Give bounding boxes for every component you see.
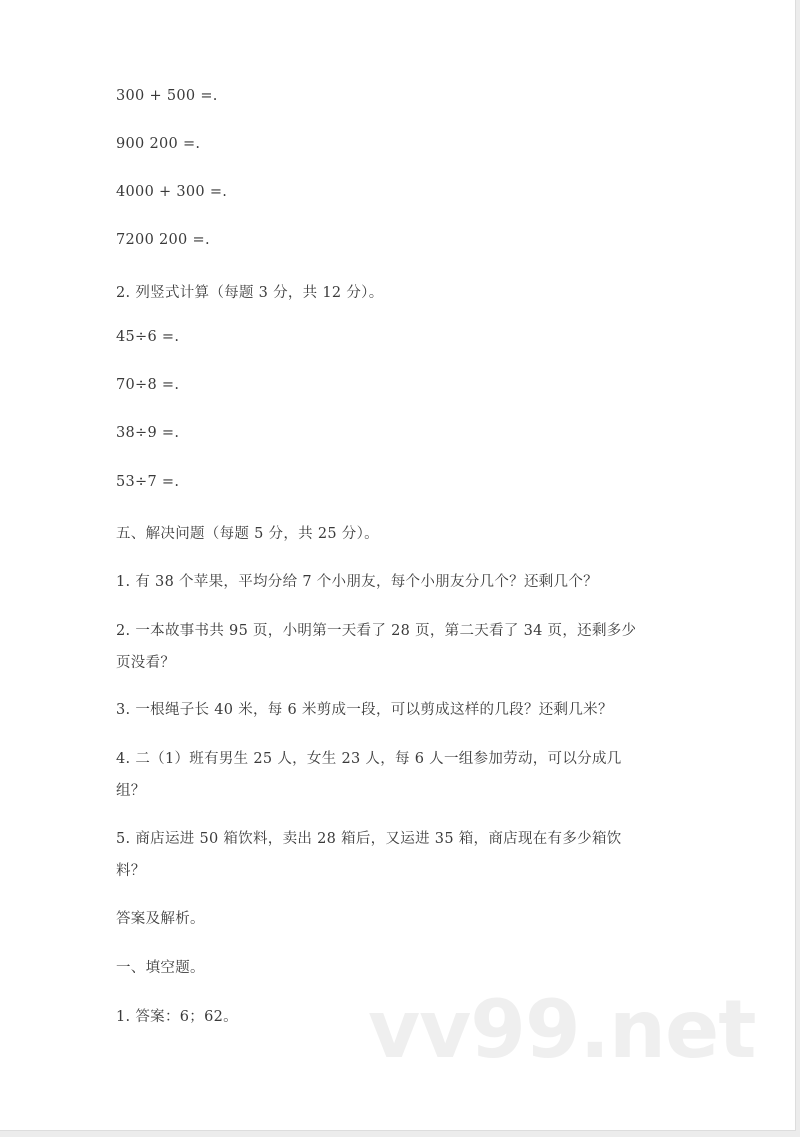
answer-line: 1. 答案：6；62。 [116,1009,238,1025]
equation-line: 900 200 =. [116,136,201,152]
problem-line-continuation: 组？ [116,783,146,799]
problem-line-continuation: 料？ [116,863,146,879]
equation-line: 4000 + 300 =. [116,184,228,200]
equation-line: 45÷6 =. [116,329,180,345]
problem-line-continuation: 页没看？ [116,655,176,671]
answers-heading: 答案及解析。 [116,911,205,927]
problem-line: 3. 一根绳子长 40 米，每 6 米剪成一段，可以剪成这样的几段？还剩几米？ [116,702,613,718]
watermark: vv99.net [368,983,756,1076]
equation-line: 53÷7 =. [116,474,180,490]
equation-line: 300 + 500 =. [116,88,218,104]
section-heading: 2. 列竖式计算（每题 3 分，共 12 分）。 [116,285,384,301]
problem-line: 1. 有 38 个苹果，平均分给 7 个小朋友，每个小朋友分几个？还剩几个？ [116,574,598,590]
equation-line: 7200 200 =. [116,232,210,248]
problem-line: 5. 商店运进 50 箱饮料，卖出 28 箱后，又运进 35 箱，商店现在有多少箱饮 [116,831,622,847]
problem-line: 4. 二（1）班有男生 25 人，女生 23 人，每 6 人一组参加劳动，可以分成几 [116,751,622,767]
section-heading: 五、解决问题（每题 5 分，共 25 分）。 [116,526,379,542]
equation-line: 70÷8 =. [116,377,180,393]
section-heading: 一、填空题。 [116,960,205,976]
problem-line: 2. 一本故事书共 95 页，小明第一天看了 28 页，第二天看了 34 页，还剩多少 [116,623,637,639]
equation-line: 38÷9 =. [116,425,180,441]
